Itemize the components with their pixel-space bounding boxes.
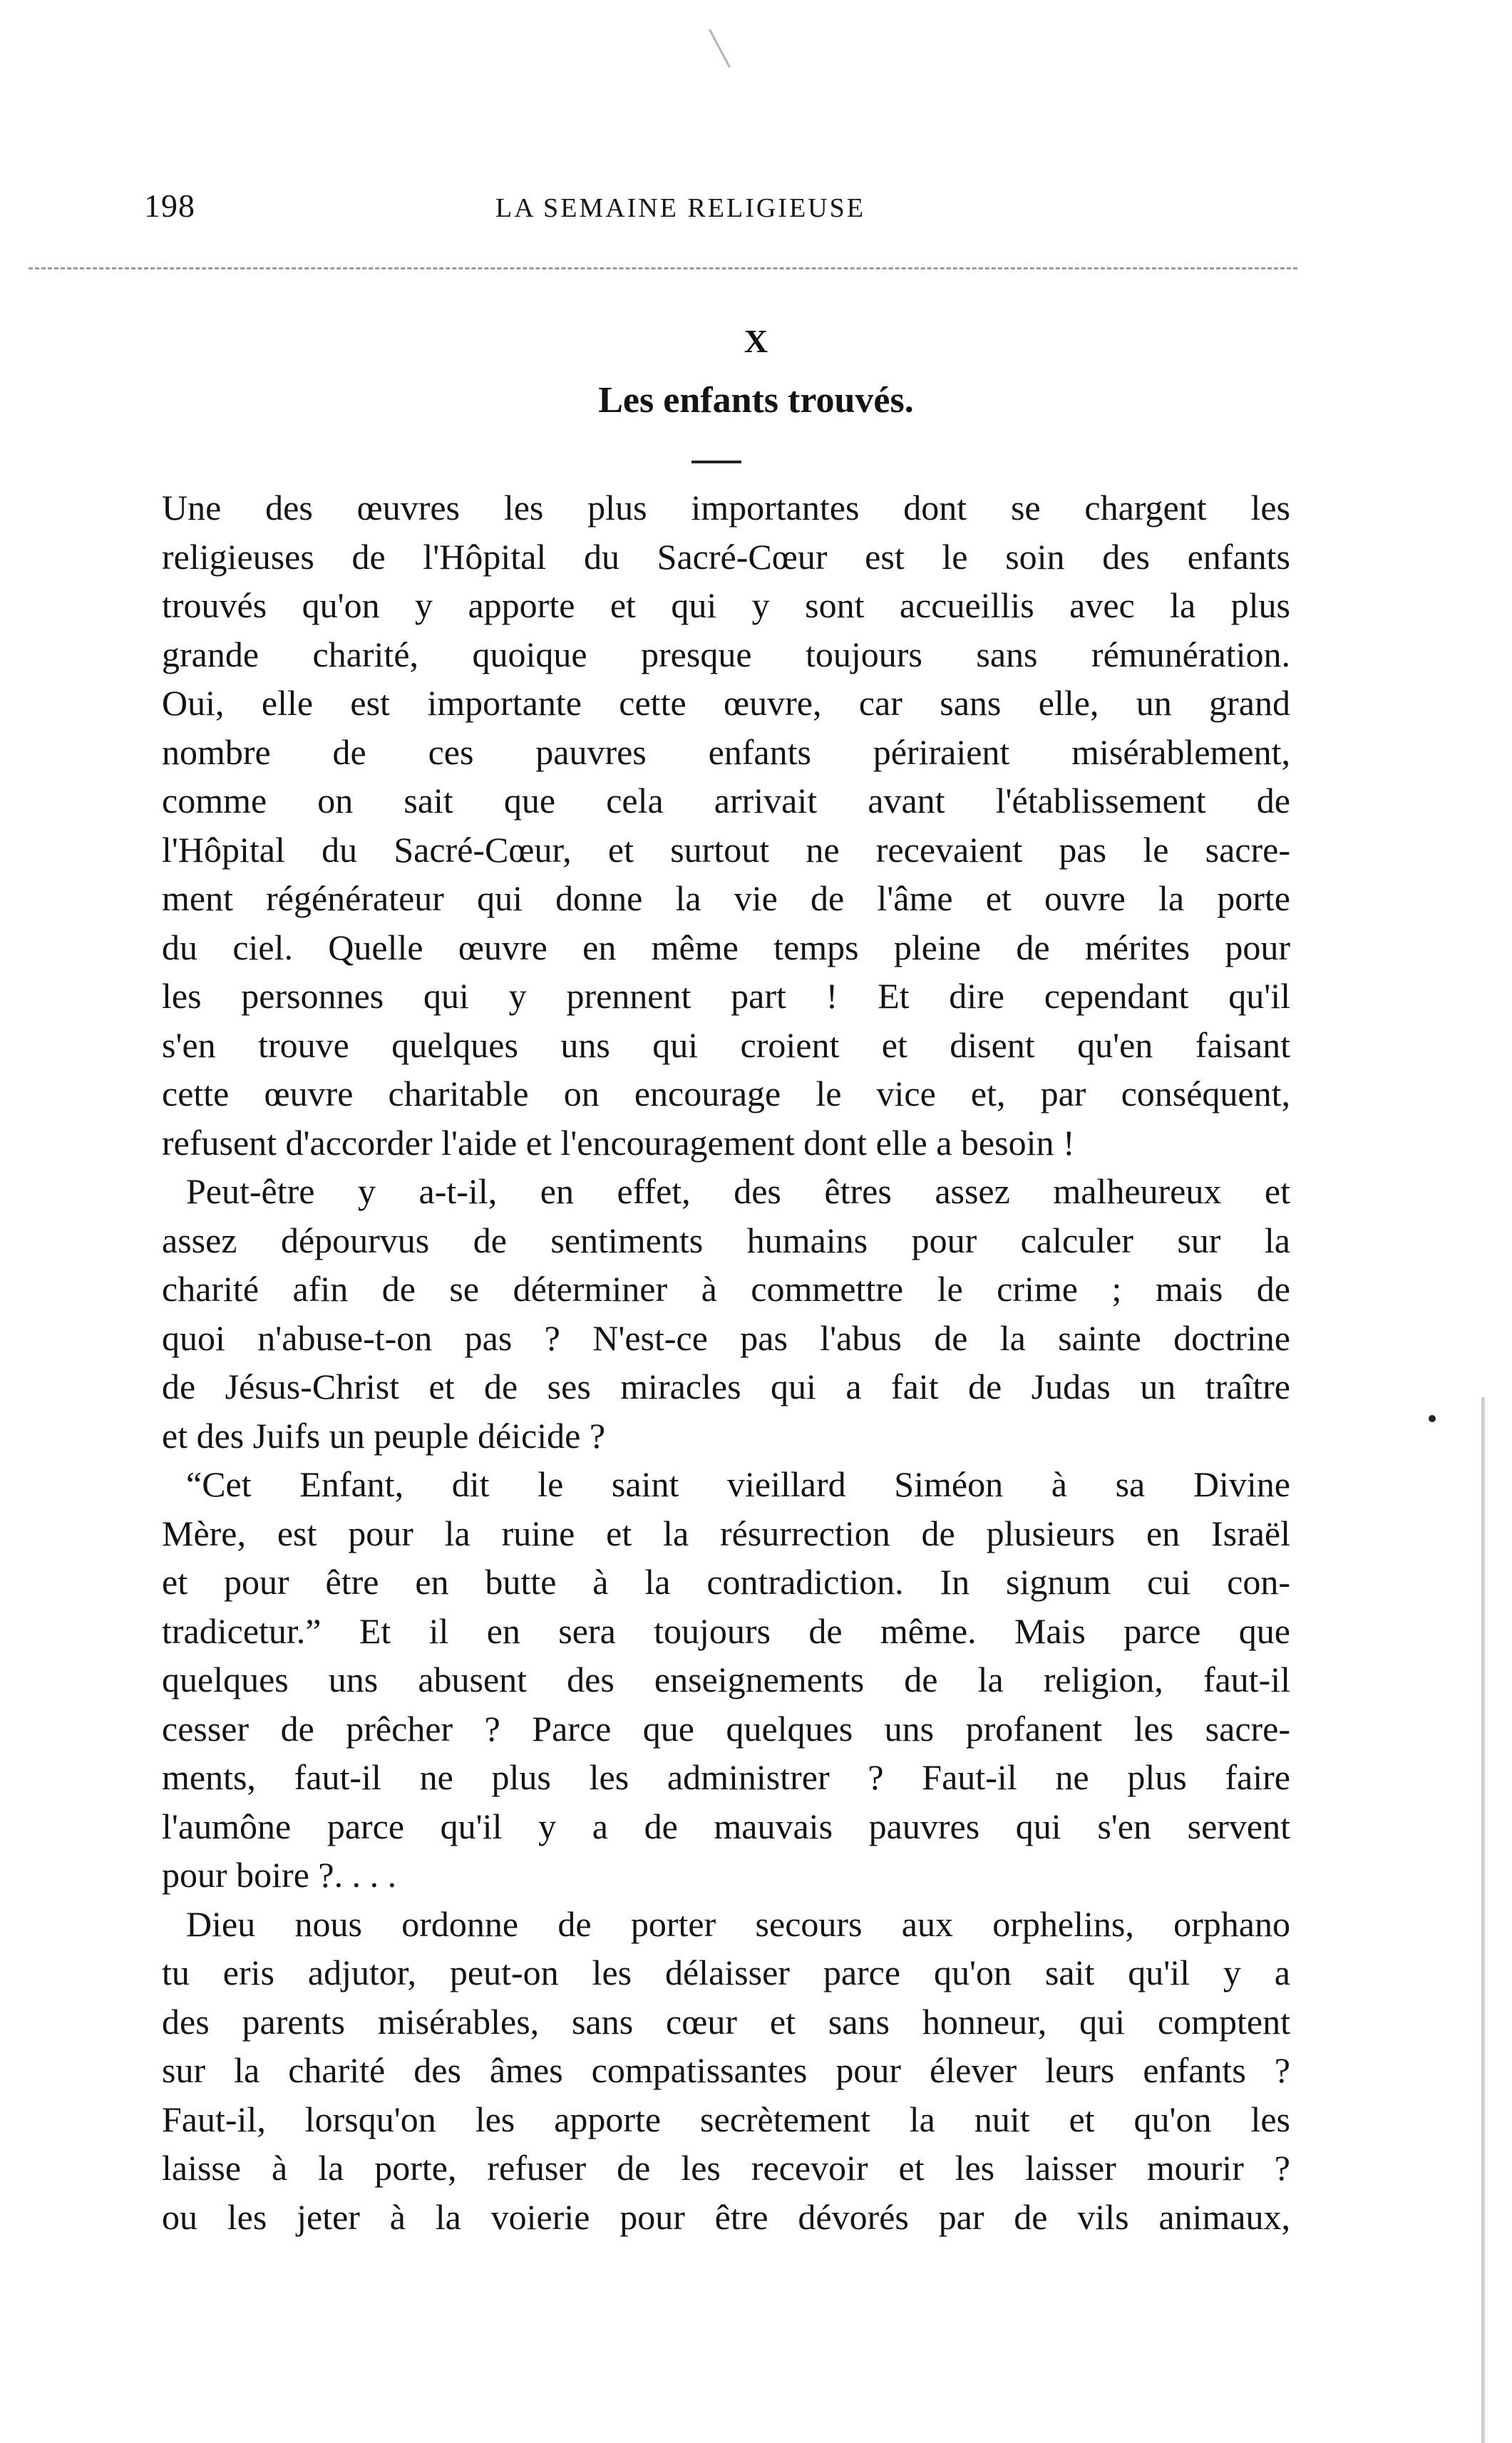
text-line: l'aumône parce qu'il y a de mauvais pauvres qui s'en servent (162, 1806, 1290, 1846)
text-line: s'en trouve quelques uns qui croient et disent qu'en faisant (162, 1024, 1290, 1065)
text-line: Oui, elle est importante cette œuvre, car sans elle, un grand (162, 683, 1290, 723)
margin-dot (1429, 1415, 1436, 1422)
page-header (135, 187, 1305, 237)
text-line: trouvés qu'on y apporte et qui y sont accueillis avec la plus (162, 585, 1290, 625)
chapter-title: Les enfants trouvés. (598, 380, 914, 421)
text-line: Mère, est pour la ruine et la résurrection de plusieurs en Israël (162, 1513, 1290, 1553)
text-line: sur la charité des âmes compatissantes pour élever leurs enfants ? (162, 2050, 1290, 2090)
text-line: grande charité, quoique presque toujours sans rémunération. (162, 634, 1290, 674)
text-line: cesser de prêcher ? Parce que quelques uns profanent les sacre- (162, 1708, 1290, 1749)
text-line: de Jésus-Christ et de ses miracles qui a fait de Judas un traître (162, 1367, 1290, 1406)
text-line: quoi n'abuse-t-on pas ? N'est-ce pas l'abus de la sainte doctrine (162, 1317, 1290, 1358)
text-line: et des Juifs un peuple déicide ? (162, 1415, 606, 1456)
text-line: des parents misérables, sans cœur et sans honneur, qui comptent (162, 2001, 1290, 2042)
text-line: nombre de ces pauvres enfants périraient misérablement, (162, 731, 1290, 772)
text-line: Une des œuvres les plus importantes dont se chargent les (162, 488, 1290, 528)
text-line: du ciel. Quelle œuvre en même temps pleine de mérites pour (162, 927, 1290, 967)
text-line: Faut-il, lorsqu'on les apporte secrètement la nuit et qu'on les (162, 2099, 1290, 2139)
running-title: LA SEMAINE RELIGIEUSE (495, 193, 865, 223)
text-line: et pour être en butte à la contradiction. In signum cui con- (162, 1562, 1290, 1602)
text-line: cette œuvre charitable on encourage le vice et, par conséquent, (162, 1074, 1290, 1114)
text-line: l'Hôpital du Sacré-Cœur, et surtout ne recevaient pas le sacre- (162, 829, 1290, 870)
text-line: charité afin de se déterminer à commettre le crime ; mais de (162, 1269, 1290, 1309)
text-line: les personnes qui y prennent part ! Et dire cependant qu'il (162, 976, 1290, 1016)
text-line: ou les jeter à la voierie pour être dévorés par de vils animaux, (162, 2196, 1290, 2237)
page-number: 198 (144, 187, 195, 224)
text-line: laisse à la porte, refuser de les recevoir et les laisser mourir ? (162, 2148, 1290, 2188)
text-line: Dieu nous ordonne de porter secours aux orphelins, orphano (186, 1903, 1290, 1944)
text-line: ments, faut-il ne plus les administrer ? Faut-il ne plus faire (162, 1757, 1290, 1797)
text-line: religieuses de l'Hôpital du Sacré-Cœur est le soin des enfants (162, 536, 1290, 577)
body-text (162, 483, 1290, 2241)
title-rule (691, 461, 741, 463)
header-rule (29, 267, 1297, 269)
text-line: assez dépourvus de sentiments humains pour calculer sur la (162, 1220, 1290, 1260)
chapter-numeral: X (744, 323, 768, 359)
text-line: ment régénérateur qui donne la vie de l'âme et ouvre la porte (162, 878, 1290, 918)
margin-edge-line (1481, 1397, 1485, 2443)
text-line: comme on sait que cela arrivait avant l'établissement de (162, 781, 1290, 821)
text-line: refusent d'accorder l'aide et l'encouragement dont elle a besoin ! (162, 1122, 1075, 1163)
text-line: tu eris adjutor, peut-on les délaisser parce qu'on sait qu'il y a (162, 1953, 1290, 1992)
corner-scan-mark (709, 29, 731, 68)
text-line: tradicetur.” Et il en sera toujours de même. Mais parce que (162, 1610, 1290, 1651)
text-line: “Cet Enfant, dit le saint vieillard Siméon à sa Divine (186, 1464, 1290, 1504)
text-line: pour boire ?. . . . (162, 1855, 397, 1895)
text-line: Peut-être y a-t-il, en effet, des êtres assez malheureux et (186, 1171, 1290, 1211)
text-line: quelques uns abusent des enseignements de la religion, faut-il (162, 1660, 1290, 1699)
